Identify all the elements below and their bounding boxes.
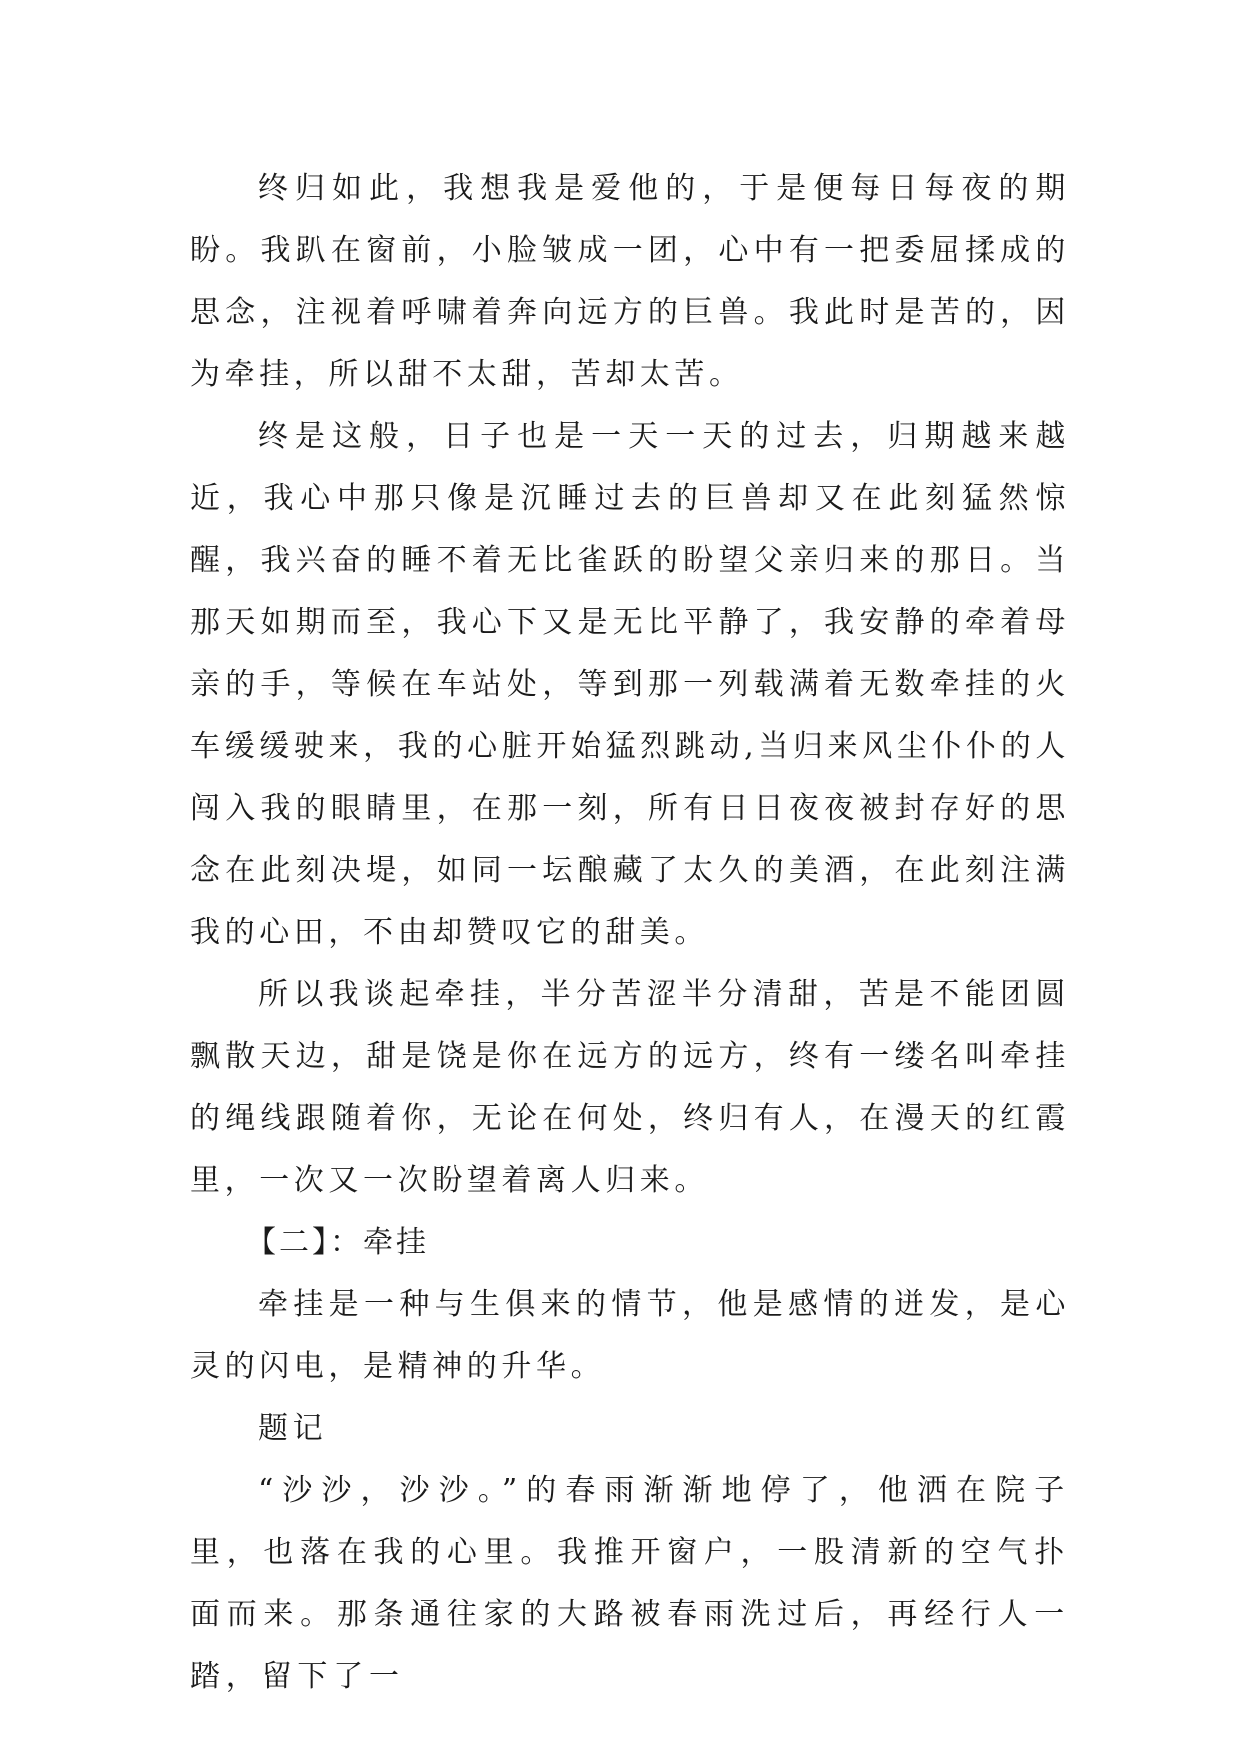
paragraph-reflection: 所以我谈起牵挂，半分苦涩半分清甜，苦是不能团圆飘散天边，甜是饶是你在远方的远方，终有一缕名叫牵挂的绳线跟随着你，无论在何处，终归有人，在漫天的红霞里，一次又一次盼望着离人归来。	[190, 977, 1070, 1198]
section-heading: 【二】：牵挂	[246, 1225, 429, 1260]
epigraph-label: 题记	[258, 1411, 328, 1446]
paragraph-longing: 终归如此，我想我是爱他的，于是便每日每夜的期盼。我趴在窗前，小脸皱成一团，心中有一把委屈揉成的思念，注视着呼啸着奔向远方的巨兽。我此时是苦的，因为牵挂，所以甜不太甜，苦却太苦。	[190, 171, 1070, 392]
paragraph-spring-rain: “沙沙，沙沙。”的春雨渐渐地停了，他洒在院子里，也落在我的心里。我推开窗户，一股清新的空气扑面而来。那条通往家的大路被春雨洗过后，再经行人一踏，留下了一	[190, 1473, 1070, 1694]
paragraph-return: 终是这般，日子也是一天一天的过去，归期越来越近，我心中那只像是沉睡过去的巨兽却又在此刻猛然惊醒，我兴奋的睡不着无比雀跃的盼望父亲归来的那日。当那天如期而至，我心下又是无比平静了，我安静的牵着母亲的手，等候在车站处，等到那一列载满着无数牵挂的火车缓缓驶来，我的心脏开始猛烈跳动,当归来风尘仆仆的人闯入我的眼睛里，在那一刻，所有日日夜夜被封存好的思念在此刻决堤，如同一坛酿藏了太久的美酒，在此刻注满我的心田，不由却赞叹它的甜美。	[190, 419, 1070, 950]
document-body	[190, 158, 1070, 1708]
epigraph: 牵挂是一种与生俱来的情节，他是感情的迸发，是心灵的闪电，是精神的升华。	[190, 1287, 1070, 1384]
